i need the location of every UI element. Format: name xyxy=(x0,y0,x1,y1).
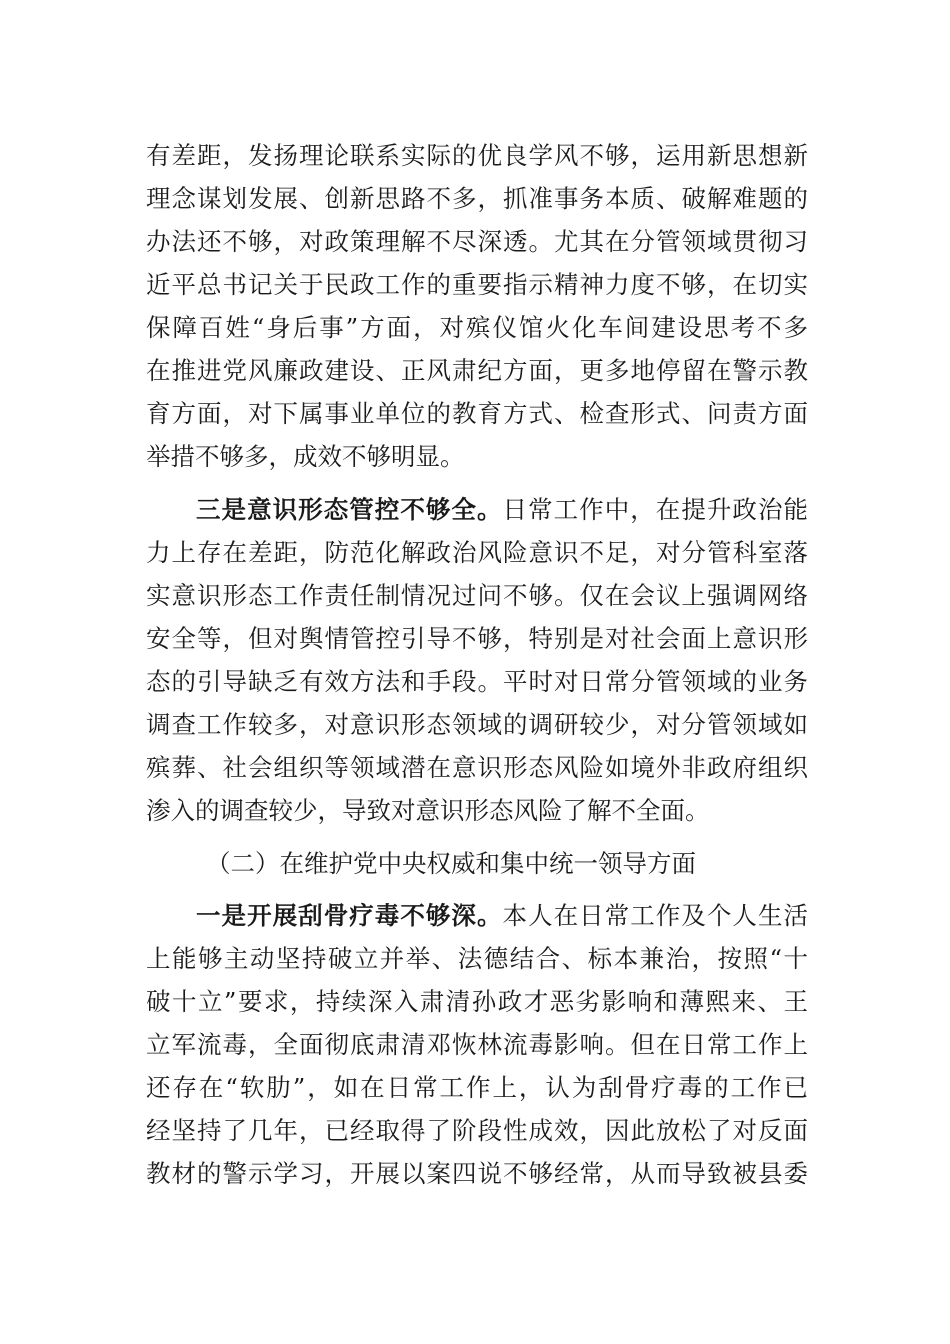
paragraph-line: 办法还不够，对政策理解不尽深透。尤其在分管领域贯彻习 xyxy=(146,227,808,256)
paragraph-line: 安全等，但对舆情管控引导不够，特别是对社会面上意识形 xyxy=(146,624,808,653)
paragraph-line: 育方面，对下属事业单位的教育方式、检查形式、问责方面 xyxy=(146,399,808,428)
paragraph-line: 举措不够多，成效不够明显。 xyxy=(146,442,465,471)
paragraph-line: 立军流毒，全面彻底肃清邓恢林流毒影响。但在日常工作上 xyxy=(146,1030,808,1059)
paragraph-lead: 一是开展刮骨疗毒不够深。 xyxy=(196,901,503,930)
paragraph-lead-rest: 本人在日常工作及个人生活 xyxy=(502,901,809,930)
paragraph-lead-rest: 日常工作中，在提升政治能 xyxy=(502,495,809,524)
paragraph-line: 渗入的调查较少，导致对意识形态风险了解不全面。 xyxy=(146,796,710,825)
paragraph-line: 破十立”要求，持续深入肃清孙政才恶劣影响和薄熙来、王 xyxy=(146,987,808,1016)
paragraph-line: 近平总书记关于民政工作的重要指示精神力度不够，在切实 xyxy=(146,270,808,299)
paragraph-line: 实意识形态工作责任制情况过问不够。仅在会议上强调网络 xyxy=(146,581,808,610)
paragraph-line: 有差距，发扬理论联系实际的优良学风不够，运用新思想新 xyxy=(146,141,808,170)
paragraph-line: 经坚持了几年，已经取得了阶段性成效，因此放松了对反面 xyxy=(146,1116,808,1145)
paragraph-line: 理念谋划发展、创新思路不多，抓准事务本质、破解难题的 xyxy=(146,184,808,213)
paragraph-first-line xyxy=(196,490,808,530)
paragraph-line: 在推进党风廉政建设、正风肃纪方面，更多地停留在警示教 xyxy=(146,356,808,385)
paragraph-line: 保障百姓“身后事”方面，对殡仪馆火化车间建设思考不多 xyxy=(146,313,808,342)
paragraph-line: 殡葬、社会组织等领域潜在意识形态风险如境外非政府组织 xyxy=(146,753,808,782)
paragraph-first-line xyxy=(196,896,808,936)
paragraph-lead: 三是意识形态管控不够全。 xyxy=(196,495,503,524)
paragraph-line: 态的引导缺乏有效方法和手段。平时对日常分管领域的业务 xyxy=(146,667,808,696)
paragraph-line: 调查工作较多，对意识形态领域的调研较少，对分管领域如 xyxy=(146,710,808,739)
paragraph-line: 还存在“软肋”，如在日常工作上，认为刮骨疗毒的工作已 xyxy=(146,1073,808,1102)
section-heading: （二）在维护党中央权威和集中统一领导方面 xyxy=(206,849,696,878)
paragraph-line: 上能够主动坚持破立并举、法德结合、标本兼治，按照“十 xyxy=(146,944,808,973)
paragraph-line: 力上存在差距，防范化解政治风险意识不足，对分管科室落 xyxy=(146,538,808,567)
paragraph-line: 教材的警示学习，开展以案四说不够经常，从而导致被县委 xyxy=(146,1159,808,1188)
